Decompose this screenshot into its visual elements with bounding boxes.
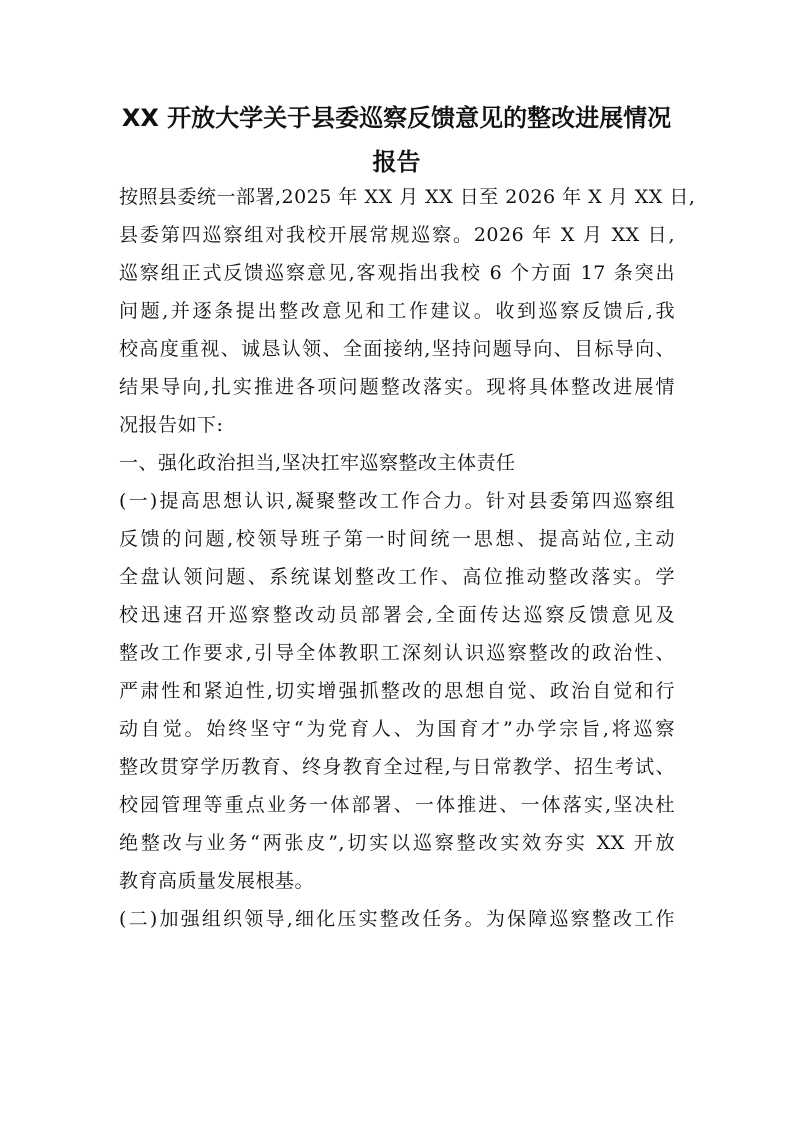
paragraph-line: 巡察组正式反馈巡察意见,客观指出我校 6 个方面 17 条突出 — [119, 262, 675, 284]
paragraph-line: 教育高质量发展根基。 — [119, 870, 315, 892]
section-heading: 一、强化政治担当,坚决扛牢巡察整改主体责任 — [119, 452, 516, 474]
paragraph-line: 校迅速召开巡察整改动员部署会,全面传达巡察反馈意见及 — [119, 604, 675, 626]
paragraph-line: 全盘认领问题、系统谋划整改工作、高位推动整改落实。学 — [119, 566, 675, 588]
paragraph-line: 整改工作要求,引导全体教职工深刻认识巡察整改的政治性、 — [119, 642, 675, 664]
paragraph-line: (二)加强组织领导,细化压实整改任务。为保障巡察整改工作 — [119, 908, 675, 930]
paragraph-line: 校园管理等重点业务一体部署、一体推进、一体落实,坚决杜 — [119, 794, 675, 816]
paragraph-line: 按照县委统一部署,2025 年 XX 月 XX 日至 2026 年 X 月 XX 日, — [119, 186, 696, 208]
document-body — [119, 178, 696, 938]
paragraph-line: 况报告如下: — [119, 414, 224, 436]
paragraph-line: 反馈的问题,校领导班子第一时间统一思想、提高站位,主动 — [119, 528, 675, 550]
paragraph-line: 严肃性和紧迫性,切实增强抓整改的思想自觉、政治自觉和行 — [119, 680, 675, 702]
paragraph-line: (一)提高思想认识,凝聚整改工作合力。针对县委第四巡察组 — [119, 490, 675, 512]
paragraph-line: 校高度重视、诚恳认领、全面接纳,坚持问题导向、目标导向、 — [119, 338, 675, 360]
paragraph-line: 县委第四巡察组对我校开展常规巡察。2026 年 X 月 XX 日, — [119, 224, 675, 246]
document-title-line-1: XX 开放大学关于县委巡察反馈意见的整改进展情况 — [121, 104, 672, 132]
paragraph-line: 绝整改与业务“两张皮”,切实以巡察整改实效夯实 XX 开放 — [119, 832, 675, 854]
paragraph-line: 结果导向,扎实推进各项问题整改落实。现将具体整改进展情 — [119, 376, 675, 398]
paragraph-line: 整改贯穿学历教育、终身教育全过程,与日常教学、招生考试、 — [119, 756, 675, 778]
paragraph-line: 问题,并逐条提出整改意见和工作建议。收到巡察反馈后,我 — [119, 300, 675, 322]
paragraph-line: 动自觉。始终坚守“为党育人、为国育才”办学宗旨,将巡察 — [119, 718, 675, 740]
document-title-line-2: 报告 — [372, 148, 421, 176]
